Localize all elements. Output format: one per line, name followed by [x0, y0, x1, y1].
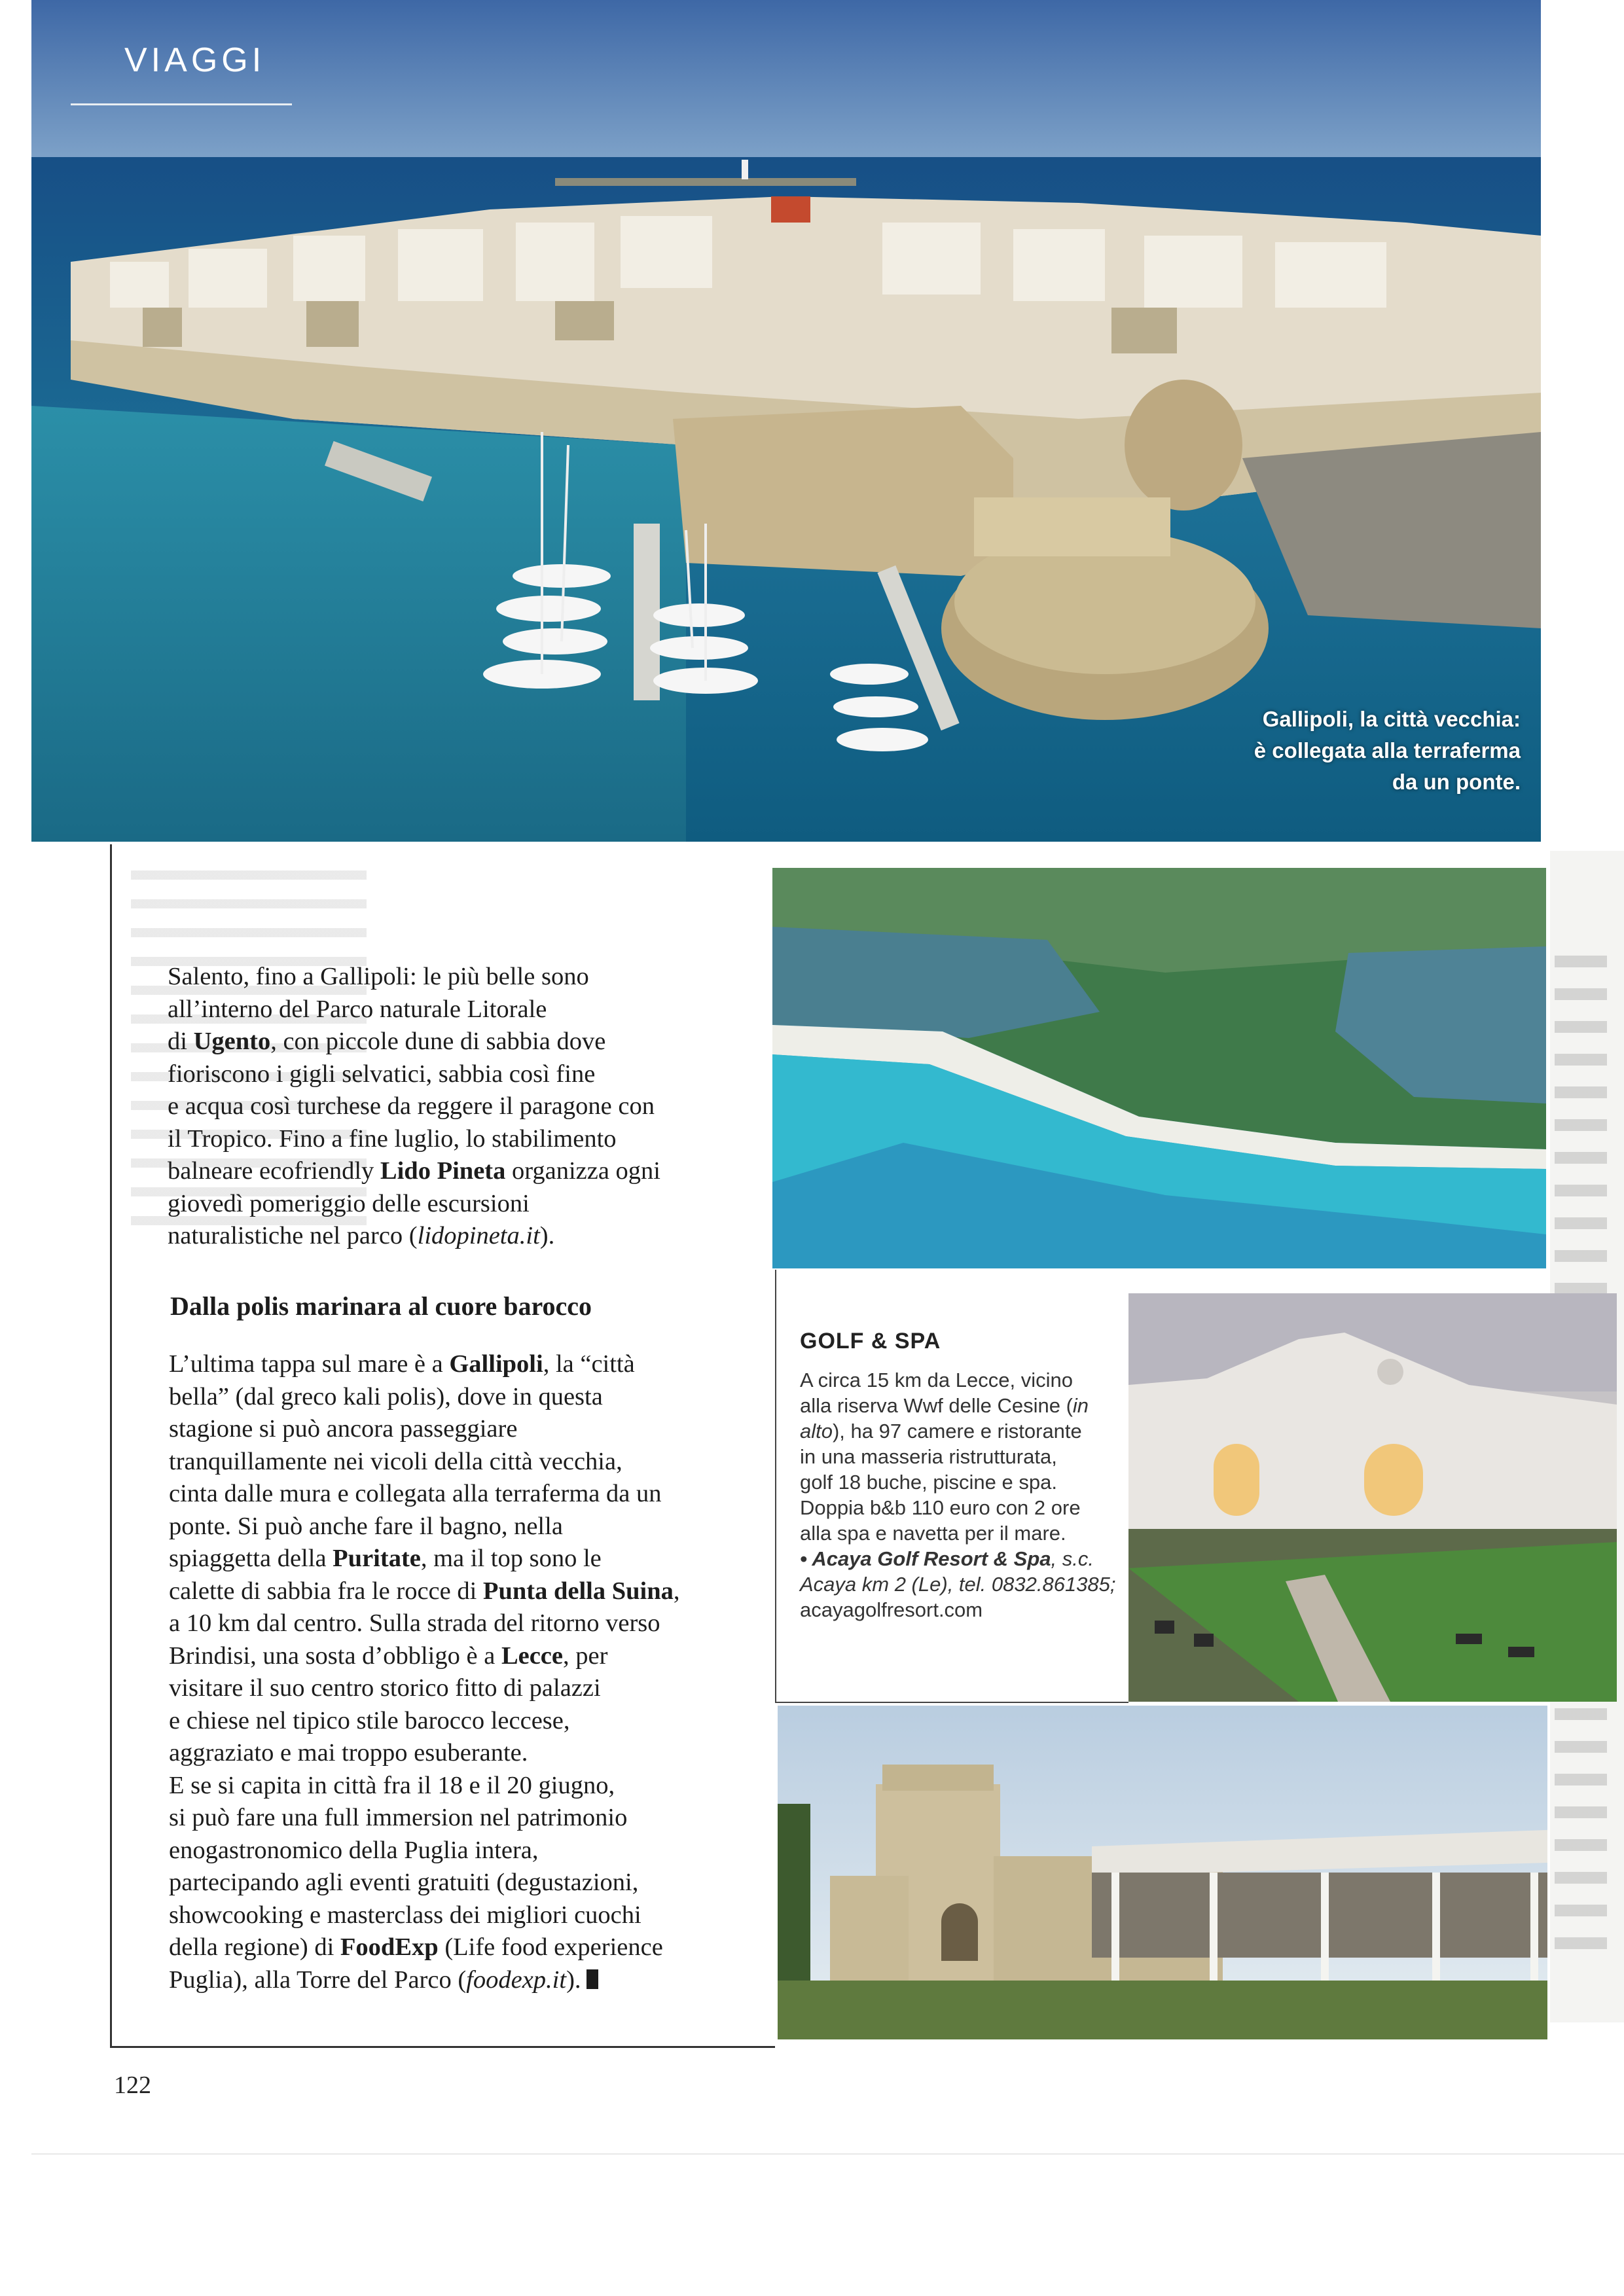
- text-line: [169, 1446, 680, 1479]
- text-line: [169, 1575, 680, 1608]
- bold-term: Puritate: [333, 1545, 421, 1572]
- text-run: Puglia), alla Torre del Parco (: [169, 1965, 467, 1994]
- text-run: cinta dalle mura e collegata alla terraferma da un: [169, 1480, 662, 1507]
- text-run: calette di sabbia fra le rocce di: [169, 1577, 483, 1605]
- text-run: fioriscono i gigli selvatici, sabbia così fine: [168, 1060, 596, 1088]
- text-run: partecipando agli eventi gratuiti (degustazioni,: [169, 1869, 639, 1896]
- text-run: , la “città: [543, 1350, 635, 1378]
- text-run: tranquillamente nei vicoli della città vecchia,: [169, 1447, 623, 1475]
- info-text-italic: , s.c.: [1051, 1547, 1094, 1570]
- web-link: lidopineta.it: [417, 1222, 540, 1249]
- info-box-title: GOLF & SPA: [800, 1329, 941, 1354]
- text-line: [169, 1899, 680, 1932]
- text-line: [169, 1705, 680, 1738]
- bold-term: Punta della Suina: [482, 1577, 674, 1605]
- text-line: [168, 1188, 660, 1221]
- text-run: all’interno del Parco naturale Litorale: [168, 995, 547, 1023]
- text-run: showcooking e masterclass dei migliori cuochi: [169, 1901, 641, 1929]
- bold-term: Gallipoli: [449, 1350, 543, 1378]
- text-run: di: [168, 1028, 194, 1055]
- text-run: , per: [562, 1641, 608, 1670]
- bold-term: Lido Pineta: [380, 1157, 506, 1185]
- text-run: a 10 km dal centro. Sulla strada del ritorno verso: [169, 1609, 660, 1637]
- text-run: ponte. Si può anche fare il bagno, nella: [169, 1512, 563, 1540]
- text-run: bella” (dal greco kali polis), dove in questa: [169, 1382, 603, 1410]
- info-text: alla riserva Wwf delle Cesine (: [800, 1394, 1073, 1417]
- info-box-golf-spa: [800, 1329, 1124, 1623]
- resort-address: Acaya km 2 (Le), tel. 0832.861385;: [800, 1573, 1116, 1596]
- section-label: VIAGGI: [124, 41, 266, 79]
- text-run: il Tropico. Fino a fine luglio, lo stabilimento: [168, 1124, 617, 1153]
- text-line: [169, 1478, 680, 1511]
- intro-paragraph: [168, 961, 660, 1253]
- text-line: [169, 1543, 680, 1575]
- main-paragraph: [169, 1348, 680, 1996]
- caption-line: da un ponte.: [1392, 770, 1521, 794]
- text-run: , con piccole dune di sabbia dove: [270, 1028, 606, 1055]
- text-run: organizza ogni: [505, 1157, 660, 1185]
- text-line: [169, 1802, 680, 1835]
- info-line: golf 18 buche, piscine e spa.: [800, 1471, 1057, 1494]
- text-run: enogastronomico della Puglia intera,: [169, 1836, 539, 1864]
- text-run: aggraziato e mai troppo esuberante.: [169, 1739, 528, 1767]
- text-line: [168, 1220, 660, 1253]
- resort-name: • Acaya Golf Resort & Spa: [800, 1547, 1051, 1570]
- text-line: [168, 994, 660, 1026]
- text-line: [168, 961, 660, 994]
- text-run: naturalistiche nel parco (: [168, 1222, 418, 1249]
- text-run: giovedì pomeriggio delle escursioni: [168, 1189, 530, 1217]
- text-run: visitare il suo centro storico fitto di palazzi: [169, 1674, 601, 1702]
- text-line: [169, 1964, 680, 1997]
- page-edge: [31, 2153, 1624, 2155]
- info-line: A circa 15 km da Lecce, vicino: [800, 1369, 1073, 1391]
- text-run: E se si capita in città fra il 18 e il 20 giugno,: [169, 1771, 615, 1799]
- sidebar-rule: [775, 1702, 1128, 1703]
- panel-border: [110, 844, 112, 2046]
- text-run: ).: [539, 1222, 555, 1249]
- text-line: [169, 1931, 680, 1964]
- text-line: [169, 1770, 680, 1803]
- text-line: [169, 1511, 680, 1543]
- end-of-article-mark: [586, 1969, 598, 1989]
- panel-border: [110, 2046, 775, 2048]
- info-line: [800, 1393, 1124, 1418]
- caption-line: è collegata alla terraferma: [1254, 738, 1521, 762]
- text-line: [168, 1026, 660, 1058]
- bold-term: FoodExp: [340, 1933, 439, 1961]
- info-text-italic: alto: [800, 1420, 833, 1443]
- text-line: [169, 1835, 680, 1867]
- resort-website: acayagolfresort.com: [800, 1598, 983, 1621]
- photo-ugento-park: [772, 868, 1546, 1268]
- text-run: stagione si può ancora passeggiare: [169, 1415, 518, 1443]
- text-run: Brindisi, una sosta d’obbligo è a: [169, 1641, 501, 1670]
- text-line: [169, 1381, 680, 1414]
- text-run: e chiese nel tipico stile barocco leccese,: [169, 1706, 570, 1734]
- text-run: balneare ecofriendly: [168, 1157, 380, 1185]
- hero-caption: [1062, 704, 1521, 798]
- text-line: [168, 1123, 660, 1156]
- text-line: [168, 1090, 660, 1123]
- photo-acaya-masseria: [778, 1706, 1547, 2039]
- text-line: [169, 1640, 680, 1673]
- info-line: Doppia b&b 110 euro con 2 ore: [800, 1496, 1081, 1519]
- text-run: ,: [673, 1577, 680, 1605]
- text-run: ).: [566, 1965, 581, 1994]
- info-text-italic: in: [1072, 1394, 1089, 1417]
- text-line: [169, 1672, 680, 1705]
- text-run: Salento, fino a Gallipoli: le più belle sono: [168, 963, 589, 990]
- text-line: [168, 1155, 660, 1188]
- section-subheading: Dalla polis marinara al cuore barocco: [170, 1291, 592, 1321]
- text-line: [169, 1413, 680, 1446]
- info-line: in una masseria ristrutturata,: [800, 1445, 1057, 1468]
- text-run: , ma il top sono le: [420, 1545, 602, 1572]
- text-line: [169, 1867, 680, 1899]
- text-run: (Life food experience: [438, 1933, 663, 1961]
- text-run: della regione) di: [169, 1933, 340, 1961]
- info-line: [800, 1418, 1124, 1444]
- text-line: [169, 1607, 680, 1640]
- photo-acaya-resort-courtyard: [1128, 1293, 1617, 1702]
- text-line: [169, 1348, 680, 1381]
- text-run: si può fare una full immersion nel patrimonio: [169, 1804, 628, 1831]
- web-link: foodexp.it: [466, 1965, 567, 1994]
- text-run: L’ultima tappa sul mare è a: [169, 1350, 450, 1378]
- bold-term: Lecce: [501, 1641, 563, 1670]
- text-run: spiaggetta della: [169, 1545, 333, 1572]
- sidebar-rule: [775, 1270, 776, 1702]
- section-rule: [71, 103, 292, 105]
- bold-term: Ugento: [193, 1028, 271, 1055]
- text-line: [168, 1058, 660, 1091]
- info-line: alla spa e navetta per il mare.: [800, 1522, 1066, 1545]
- info-text: ), ha 97 camere e ristorante: [832, 1420, 1082, 1443]
- info-line: [800, 1546, 1124, 1571]
- text-run: e acqua così turchese da reggere il paragone con: [168, 1092, 655, 1120]
- caption-line: Gallipoli, la città vecchia:: [1262, 707, 1521, 731]
- text-line: [169, 1737, 680, 1770]
- page-number: 122: [114, 2072, 151, 2099]
